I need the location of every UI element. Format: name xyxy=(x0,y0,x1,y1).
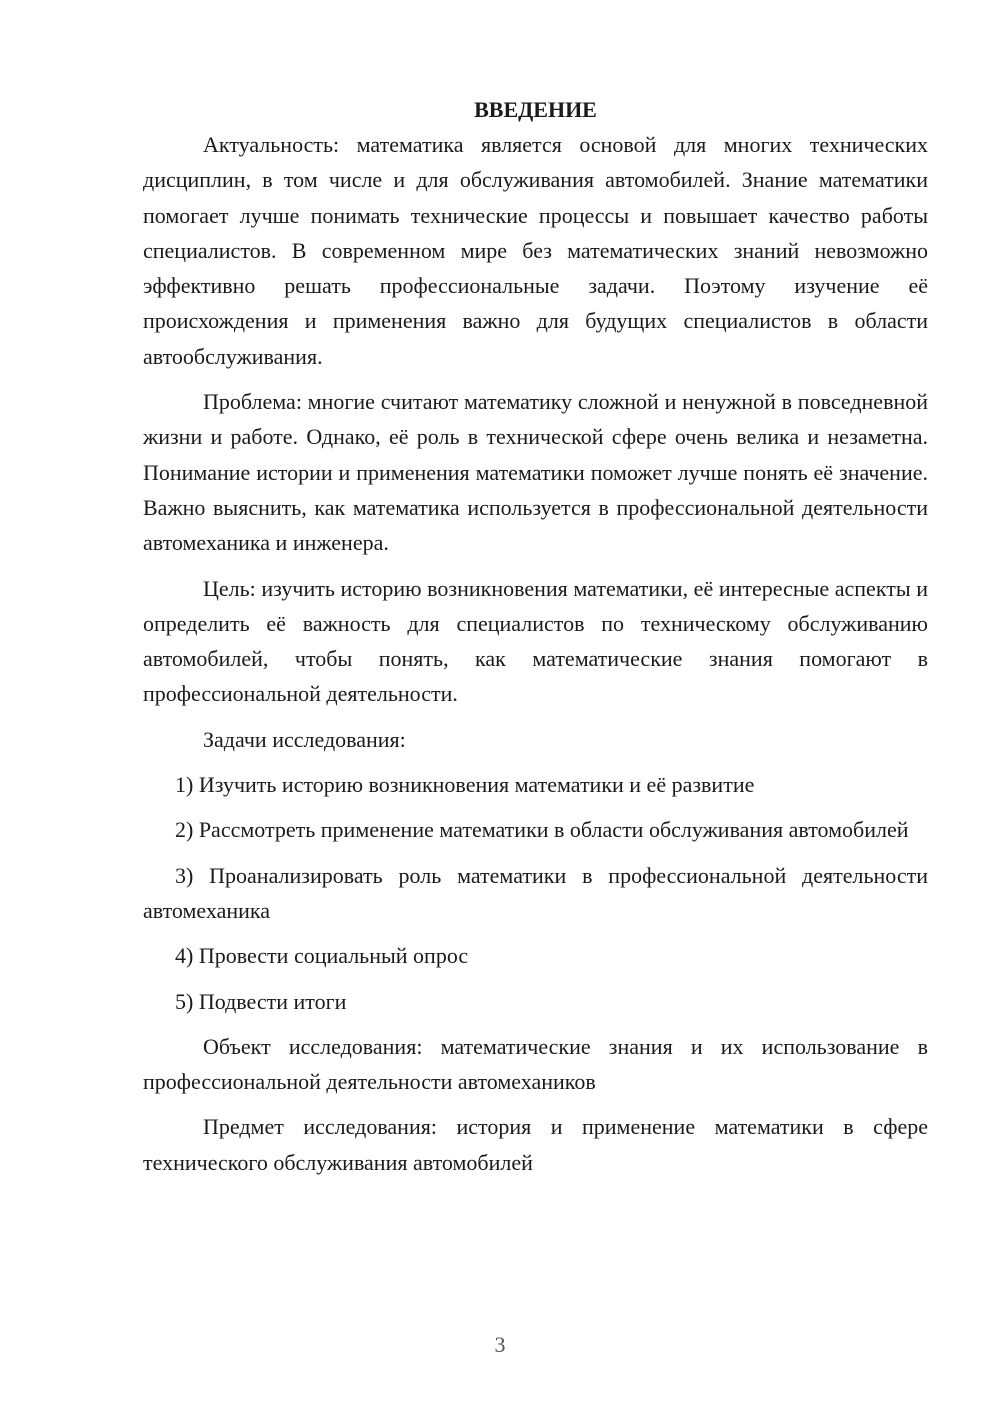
list-item: 2) Рассмотреть применение математики в области обслуживания автомобилей xyxy=(175,817,909,843)
tasks-list xyxy=(143,767,928,1019)
object-paragraph: Объект исследования: математические знания и их использование в профессиональной деятельности автомехаников xyxy=(143,1033,928,1095)
subject-paragraph: Предмет исследования: история и применение математики в сфере технического обслуживания автомобилей xyxy=(143,1114,928,1175)
problem-paragraph: Проблема: многие считают математику сложной и ненужной в повседневной жизни и работе. Однако, её роль в технической сфере очень велика и незаметна. Понимание истории и применения математики поможет лучше понять её значение. Важно выяснить, как математика используется в профессиональной деятельности автомеханика и инженера. xyxy=(143,389,928,556)
list-item: 3) Проанализировать роль математики в профессиональной деятельности автомеханика xyxy=(143,862,928,923)
goal-paragraph: Цель: изучить историю возникновения математики, её интересные аспекты и определить её важность для специалистов по техническому обслуживанию автомобилей, чтобы понять, как математические знания помогают в профессиональной деятельности. xyxy=(143,575,928,707)
list-item: 1) Изучить историю возникновения математики и её развитие xyxy=(175,772,755,798)
tasks-heading: Задачи исследования: xyxy=(203,726,406,752)
relevance-paragraph: Актуальность: математика является основой для многих технических дисциплин, в том числе и для обслуживания автомобилей. Знание математики помогает лучше понимать технические процессы и повышает качество работы специалистов. В современном мире без математических знаний невозможно эффективно решать профессиональные задачи. Поэтому изучение её происхождения и применения важно для будущих специалистов в области автообслуживания. xyxy=(143,132,928,369)
page-number: 3 xyxy=(494,1332,506,1357)
list-item: 4) Провести социальный опрос xyxy=(175,943,469,969)
list-item: 5) Подвести итоги xyxy=(175,988,347,1014)
document-page xyxy=(143,92,928,1180)
section-title: ВВЕДЕНИЕ xyxy=(474,97,597,122)
